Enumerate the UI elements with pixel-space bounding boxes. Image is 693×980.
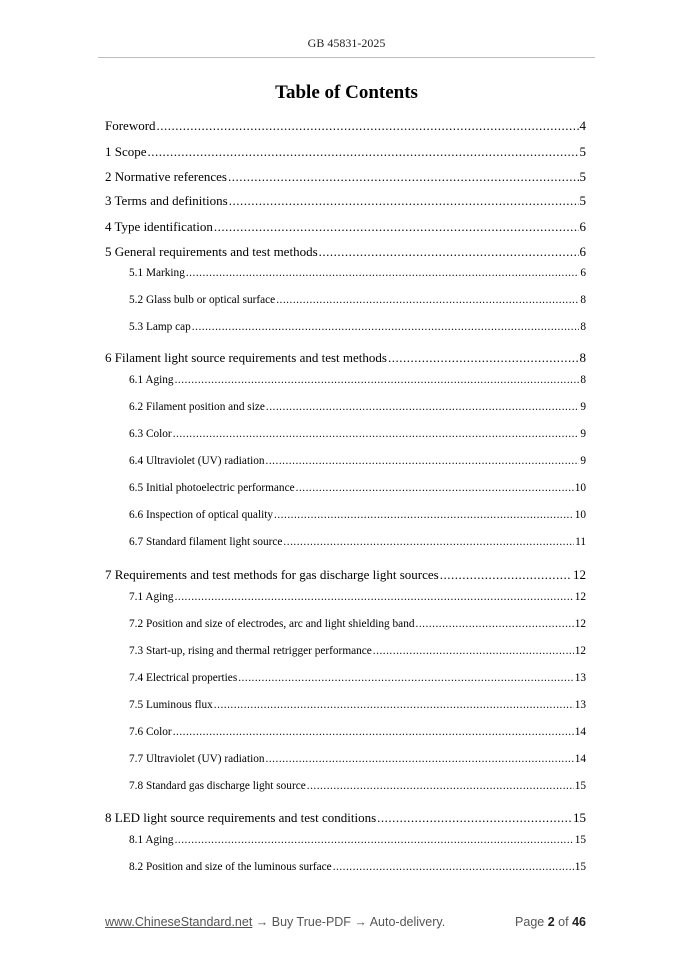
toc-page-number: 12 — [574, 618, 586, 630]
current-page-number: 2 — [547, 915, 555, 929]
footer-promo-text: → Buy True-PDF → Auto-delivery. — [252, 915, 446, 929]
toc-entry-label: 7.7 Ultraviolet (UV) radiation — [129, 753, 265, 765]
toc-entry-label: 6.3 Color — [129, 428, 172, 440]
toc-page-number: 4 — [579, 118, 586, 133]
toc-leader-dots — [173, 726, 574, 738]
toc-leader-dots — [266, 401, 579, 413]
toc-page-number: 11 — [575, 536, 586, 548]
toc-page-number: 10 — [574, 509, 586, 521]
toc-leader-dots — [186, 267, 579, 279]
toc-page-number: 8 — [580, 294, 586, 306]
toc-entry-label: 1 Scope — [105, 144, 147, 159]
toc-entry[interactable] — [129, 618, 586, 630]
toc-entry-label: 6.6 Inspection of optical quality — [129, 509, 274, 521]
toc-entry-label: 5 General requirements and test methods — [105, 244, 318, 259]
toc-page-number: 12 — [573, 567, 586, 582]
toc-entry-label: 4 Type identification — [105, 219, 213, 234]
toc-entry[interactable] — [129, 726, 586, 738]
total-page-count: 46 — [572, 915, 586, 929]
toc-leader-dots — [229, 193, 579, 209]
toc-entry[interactable] — [129, 401, 586, 413]
toc-entry[interactable] — [105, 169, 586, 185]
toc-page-number: 9 — [580, 428, 586, 440]
toc-leader-dots — [192, 321, 580, 333]
toc-entry-label: 8 LED light source requirements and test conditions — [105, 810, 377, 825]
toc-page-number: 10 — [574, 482, 586, 494]
toc-page-number: 8 — [579, 350, 586, 365]
toc-leader-dots — [373, 645, 574, 657]
toc-page-number: 14 — [574, 753, 586, 765]
toc-entry[interactable] — [129, 536, 586, 548]
toc-entry-label: 7.6 Color — [129, 726, 172, 738]
toc-leader-dots — [266, 455, 580, 467]
toc-page-number: 5 — [579, 144, 586, 159]
toc-entry-label: 6 Filament light source requirements and test methods — [105, 350, 387, 365]
page-label: Page — [515, 915, 545, 929]
toc-page-number: 15 — [574, 834, 586, 846]
toc-leader-dots — [319, 244, 579, 260]
toc-entry[interactable] — [105, 193, 586, 209]
site-link[interactable]: www.ChineseStandard.net — [105, 915, 253, 929]
toc-leader-dots — [175, 374, 580, 386]
toc-entry-label: 7.1 Aging — [129, 591, 174, 603]
toc-entry-label: 6.5 Initial photoelectric performance — [129, 482, 295, 494]
toc-entry[interactable] — [129, 834, 586, 846]
toc-leader-dots — [274, 509, 574, 521]
toc-leader-dots — [377, 810, 572, 826]
toc-entry-label: 6.1 Aging — [129, 374, 174, 386]
toc-entry-label: 7.2 Position and size of electrodes, arc and light shielding band — [129, 618, 415, 630]
toc-page-number: 6 — [579, 244, 586, 259]
toc-entry-label: 8.1 Aging — [129, 834, 174, 846]
page-title: Table of Contents — [275, 82, 418, 103]
document-header: GB 45831-2025 — [307, 36, 386, 50]
toc-leader-dots — [307, 780, 574, 792]
toc-entry[interactable] — [129, 428, 586, 440]
toc-entry[interactable] — [129, 672, 586, 684]
toc-leader-dots — [238, 672, 573, 684]
toc-page-number: 5 — [579, 193, 586, 208]
toc-leader-dots — [173, 428, 580, 440]
toc-page-number: 15 — [573, 810, 586, 825]
toc-entry[interactable] — [129, 699, 586, 711]
toc-entry[interactable] — [105, 567, 586, 583]
toc-entry-label: 8.2 Position and size of the luminous surface — [129, 861, 332, 873]
toc-page-number: 5 — [579, 169, 586, 184]
toc-entry[interactable] — [105, 144, 586, 160]
toc-page-number: 9 — [580, 455, 586, 467]
toc-entry[interactable] — [129, 294, 586, 306]
toc-leader-dots — [214, 699, 574, 711]
toc-leader-dots — [266, 753, 574, 765]
toc-entry[interactable] — [129, 482, 586, 494]
toc-entry-label: 6.2 Filament position and size — [129, 401, 265, 413]
toc-page-number: 8 — [580, 374, 586, 386]
toc-leader-dots — [214, 219, 579, 235]
toc-leader-dots — [148, 144, 579, 160]
toc-entry[interactable] — [105, 219, 586, 235]
toc-entry[interactable] — [105, 118, 586, 134]
toc-entry-label: 5.3 Lamp cap — [129, 321, 191, 333]
page-footer — [105, 915, 586, 933]
page-counter — [515, 915, 586, 929]
toc-entry[interactable] — [105, 810, 586, 826]
toc-entry[interactable] — [129, 753, 586, 765]
toc-leader-dots — [228, 169, 579, 185]
toc-leader-dots — [175, 834, 574, 846]
toc-page-number: 15 — [574, 861, 586, 873]
toc-entry[interactable] — [129, 645, 586, 657]
toc-entry[interactable] — [129, 321, 586, 333]
toc-page-number: 14 — [574, 726, 586, 738]
toc-leader-dots — [276, 294, 579, 306]
toc-entry-label: Foreword — [105, 118, 156, 133]
toc-leader-dots — [283, 536, 574, 548]
toc-page-number: 13 — [574, 672, 586, 684]
toc-entry-label: 5.1 Marking — [129, 267, 185, 279]
toc-entry[interactable] — [105, 244, 586, 260]
toc-entry-label: 7.3 Start-up, rising and thermal retrigger performance — [129, 645, 372, 657]
toc-entry-label: 7.4 Electrical properties — [129, 672, 238, 684]
toc-entry[interactable] — [129, 267, 586, 279]
toc-entry[interactable] — [129, 374, 586, 386]
toc-leader-dots — [175, 591, 574, 603]
toc-page-number: 13 — [574, 699, 586, 711]
toc-entry-label: 3 Terms and definitions — [105, 193, 228, 208]
toc-leader-dots — [157, 118, 579, 134]
toc-leader-dots — [416, 618, 574, 630]
toc-entry-label: 6.4 Ultraviolet (UV) radiation — [129, 455, 265, 467]
toc-leader-dots — [296, 482, 574, 494]
toc-entry[interactable] — [129, 455, 586, 467]
toc-page-number: 6 — [580, 267, 586, 279]
toc-entry[interactable] — [129, 861, 586, 873]
toc-leader-dots — [388, 350, 579, 366]
toc-page-number: 12 — [574, 591, 586, 603]
toc-entry[interactable] — [129, 591, 586, 603]
toc-page-number: 6 — [579, 219, 586, 234]
toc-entry-label: 5.2 Glass bulb or optical surface — [129, 294, 276, 306]
toc-entry-label: 2 Normative references — [105, 169, 227, 184]
toc-entry[interactable] — [105, 350, 586, 366]
toc-entry[interactable] — [129, 780, 586, 792]
toc-entry-label: 7.5 Luminous flux — [129, 699, 213, 711]
toc-page-number: 12 — [574, 645, 586, 657]
toc-page-number: 9 — [580, 401, 586, 413]
toc-leader-dots — [440, 567, 572, 583]
toc-entry-label: 7.8 Standard gas discharge light source — [129, 780, 306, 792]
toc-entry[interactable] — [129, 509, 586, 521]
toc-leader-dots — [333, 861, 574, 873]
toc-page-number: 15 — [574, 780, 586, 792]
toc-page-number: 8 — [580, 321, 586, 333]
toc-entry-label: 7 Requirements and test methods for gas discharge light sources — [105, 567, 439, 582]
of-label: of — [558, 915, 569, 929]
toc-entry-label: 6.7 Standard filament light source — [129, 536, 283, 548]
header-divider — [98, 57, 595, 58]
